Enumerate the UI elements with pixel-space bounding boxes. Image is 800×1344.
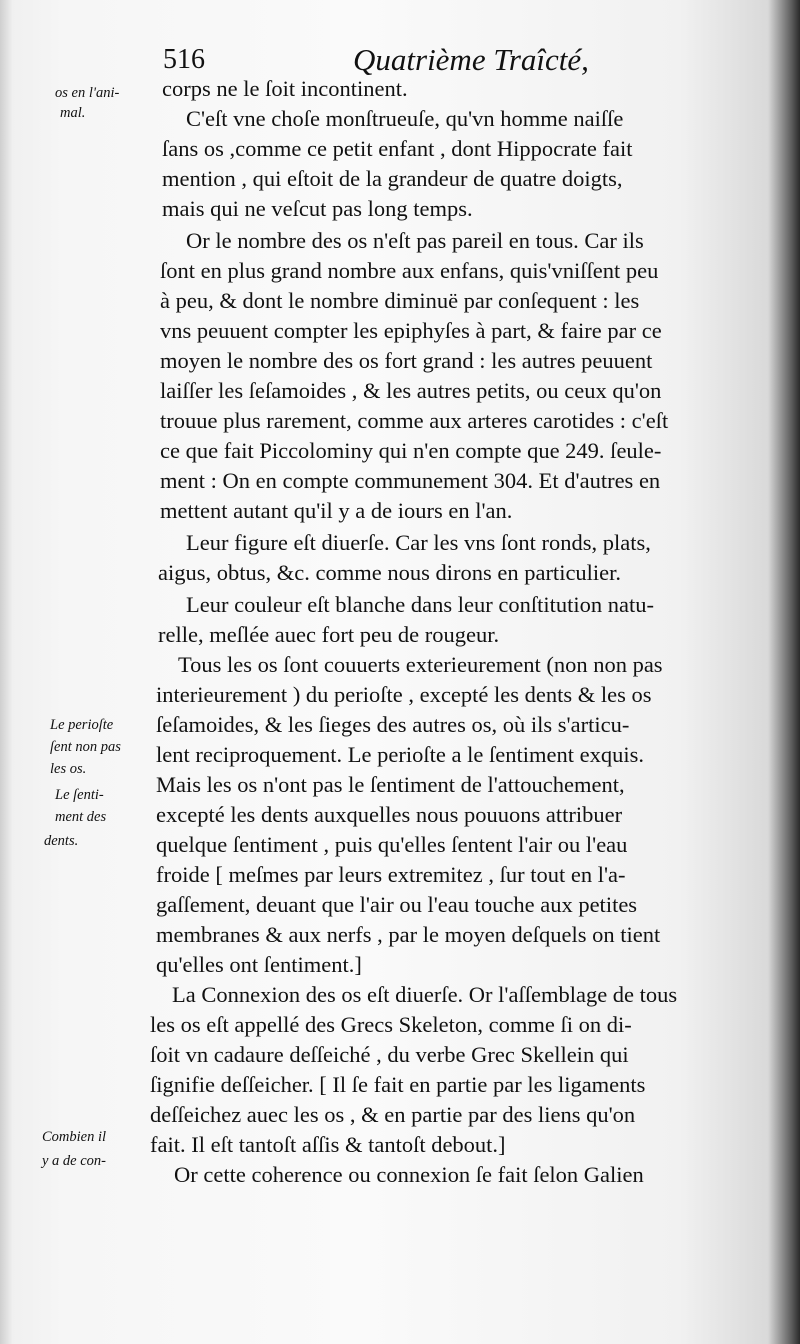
text-line: ſignifie deſſeicher. [ Il ſe fait en partie par les ligaments — [150, 1072, 646, 1097]
margin-note: Le ſenti- — [55, 787, 104, 803]
text-line: froide [ meſmes par leurs extremitez , ſur tout en l'a- — [156, 862, 626, 887]
text-line: lent reciproquement. Le perioſte a le ſentiment exquis. — [156, 742, 644, 767]
margin-note: y a de con- — [42, 1153, 107, 1169]
text-line: les os eſt appellé des Grecs Skeleton, comme ſi on di- — [150, 1012, 632, 1037]
running-title: Quatrième Traîcté, — [353, 42, 589, 77]
text-line: ſeſamoides, & les ſieges des autres os, où ils s'articu- — [156, 712, 630, 737]
text-line: La Connexion des os eſt diuerſe. Or l'aſſemblage de tous — [172, 982, 678, 1007]
text-line: quelque ſentiment , puis qu'elles ſentent l'air ou l'eau — [156, 832, 628, 857]
text-line: ce que fait Piccolominy qui n'en compte que 249. ſeule- — [160, 438, 662, 463]
text-line: fait. Il eſt tantoſt aſſis & tantoſt debout.] — [150, 1132, 506, 1157]
text-line: Leur figure eſt diuerſe. Car les vns ſont ronds, plats, — [186, 530, 651, 555]
text-line: relle, meſlée auec fort peu de rougeur. — [158, 622, 500, 647]
margin-note: Combien il — [42, 1129, 107, 1145]
margin-note: ſent non pas — [50, 739, 121, 755]
text-line: ment : On en compte communement 304. Et d'autres en — [160, 468, 661, 493]
margin-note: mal. — [60, 105, 86, 121]
text-line: qu'elles ont ſentiment.] — [156, 952, 362, 977]
text-line: deſſeichez auec les os , & en partie par des liens qu'on — [150, 1102, 636, 1127]
text-line: gaſſement, deuant que l'air ou l'eau touche aux petites — [156, 892, 638, 917]
margin-note: dents. — [44, 833, 79, 849]
text-line: Or cette coherence ou connexion ſe fait ſelon Galien — [174, 1162, 644, 1187]
text-line: interieurement ) du perioſte , excepté les dents & les os — [156, 682, 652, 707]
margin-note: les os. — [50, 761, 87, 777]
text-line: ſont en plus grand nombre aux enfans, quis'vniſſent peu — [160, 258, 659, 283]
text-line: C'eſt vne choſe monſtrueuſe, qu'vn homme naiſſe — [186, 106, 624, 131]
text-line: trouue plus rarement, comme aux arteres carotides : c'eſt — [160, 408, 669, 433]
text-line: moyen le nombre des os fort grand : les autres peuuent — [160, 348, 653, 373]
text-line: excepté les dents auxquelles nous pouuons attribuer — [156, 802, 623, 827]
text-line: aigus, obtus, &c. comme nous dirons en particulier. — [158, 560, 622, 585]
text-line: corps ne le ſoit incontinent. — [162, 76, 408, 101]
text-line: Or le nombre des os n'eſt pas pareil en tous. Car ils — [186, 228, 644, 253]
text-line: Mais les os n'ont pas le ſentiment de l'attouchement, — [156, 772, 625, 797]
margin-note: os en l'ani- — [55, 85, 120, 101]
page-number: 516 — [163, 44, 205, 75]
text-line: Leur couleur eſt blanche dans leur conſtitution natu- — [186, 592, 654, 617]
text-line: à peu, & dont le nombre diminuë par conſequent : les — [160, 288, 640, 313]
text-line: Tous les os ſont couuerts exterieurement (non non pas — [178, 652, 663, 677]
margin-note: ment des — [55, 809, 107, 825]
page-gutter-shadow — [0, 0, 12, 1344]
text-line: ſans os ,comme ce petit enfant , dont Hippocrate fait — [162, 136, 633, 161]
margin-note: Le perioſte — [50, 717, 114, 733]
text-line: vns peuuent compter les epiphyſes à part, & faire par ce — [160, 318, 662, 343]
text-line: ſoit vn cadaure deſſeiché , du verbe Grec Skellein qui — [150, 1042, 629, 1067]
text-line: laiſſer les ſeſamoides , & les autres petits, ou ceux qu'on — [160, 378, 662, 403]
text-line: mais qui ne veſcut pas long temps. — [162, 196, 473, 221]
text-line: membranes & aux nerfs , par le moyen deſquels on tient — [156, 922, 661, 947]
text-line: mettent autant qu'il y a de iours en l'an. — [160, 498, 513, 523]
text-line: mention , qui eſtoit de la grandeur de quatre doigts, — [162, 166, 623, 191]
